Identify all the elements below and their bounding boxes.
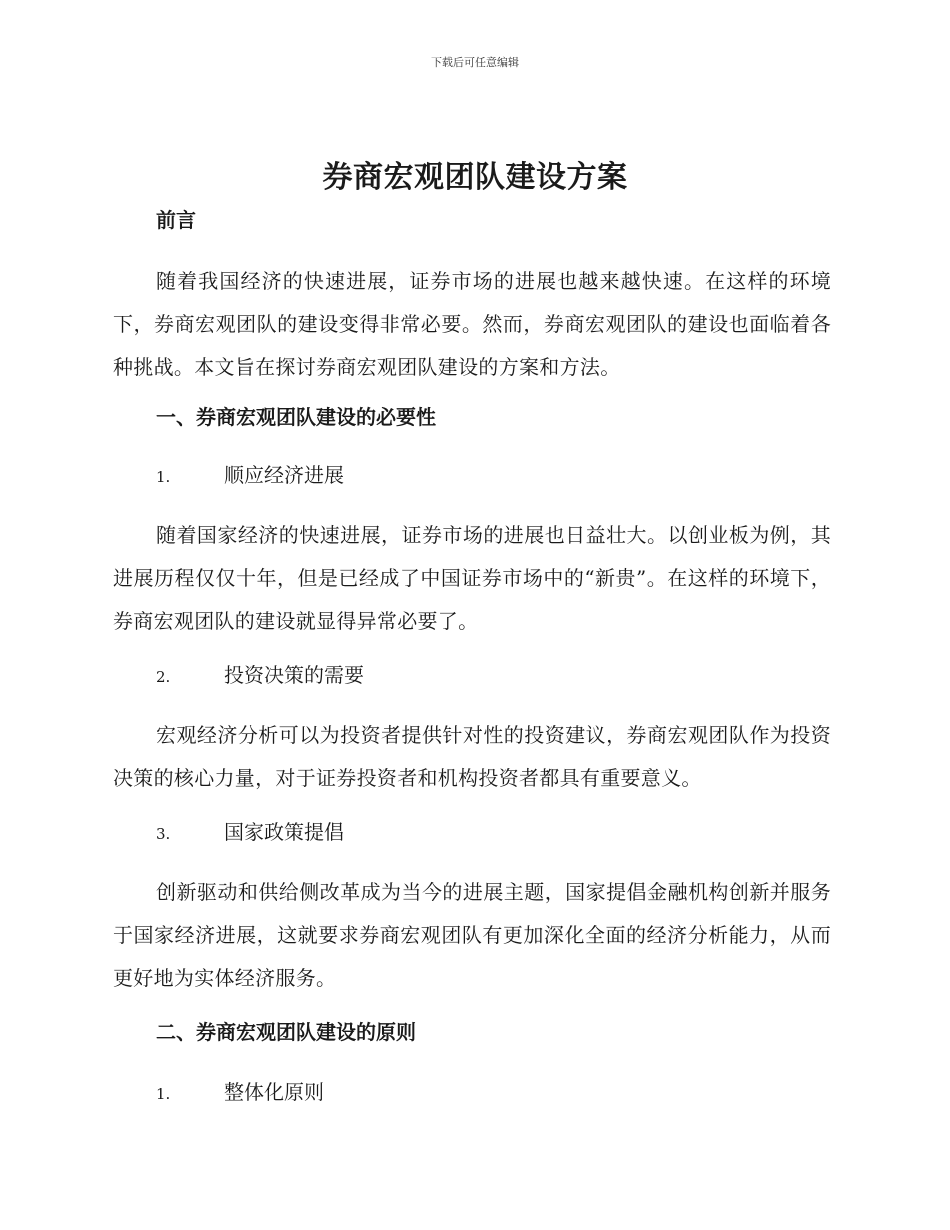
section-1-heading: 一、券商宏观团队建设的必要性 <box>156 405 436 429</box>
list-number: 2. <box>156 668 171 686</box>
page-header: 下载后可任意编辑 <box>431 56 519 69</box>
list-item <box>113 659 831 688</box>
list-item <box>113 459 831 488</box>
list-item <box>113 816 831 845</box>
list-item <box>113 1076 831 1105</box>
list-number: 3. <box>156 825 171 843</box>
list-item-text: 顺应经济进展 <box>224 463 344 487</box>
paragraph: 随着国家经济的快速进展，证券市场的进展也日益壮大。以创业板为例，其进展历程仅仅十年，但是已经成了中国证券市场中的“新贵”。在这样的环境下，券商宏观团队的建设就显得异常必要了。 <box>113 523 831 633</box>
paragraph: 宏观经济分析可以为投资者提供针对性的投资建议，券商宏观团队作为投资决策的核心力量，对于证券投资者和机构投资者都具有重要意义。 <box>113 723 831 790</box>
paragraph: 创新驱动和供给侧改革成为当今的进展主题，国家提倡金融机构创新并服务于国家经济进展，这就要求券商宏观团队有更加深化全面的经济分析能力，从而更好地为实体经济服务。 <box>113 880 831 990</box>
document-title: 券商宏观团队建设方案 <box>322 160 628 195</box>
preface-paragraph: 随着我国经济的快速进展，证券市场的进展也越来越快速。在这样的环境下，券商宏观团队的建设变得非常必要。然而，券商宏观团队的建设也面临着各种挑战。本文旨在探讨券商宏观团队建设的方案和方法。 <box>113 269 831 379</box>
document-body <box>113 204 831 1105</box>
list-item-text: 投资决策的需要 <box>224 663 364 687</box>
list-number: 1. <box>156 1085 171 1103</box>
preface-heading: 前言 <box>156 208 196 232</box>
section-2-heading: 二、券商宏观团队建设的原则 <box>156 1020 416 1044</box>
list-item-text: 国家政策提倡 <box>224 820 344 844</box>
list-item-text: 整体化原则 <box>224 1080 324 1104</box>
list-number: 1. <box>156 468 171 486</box>
